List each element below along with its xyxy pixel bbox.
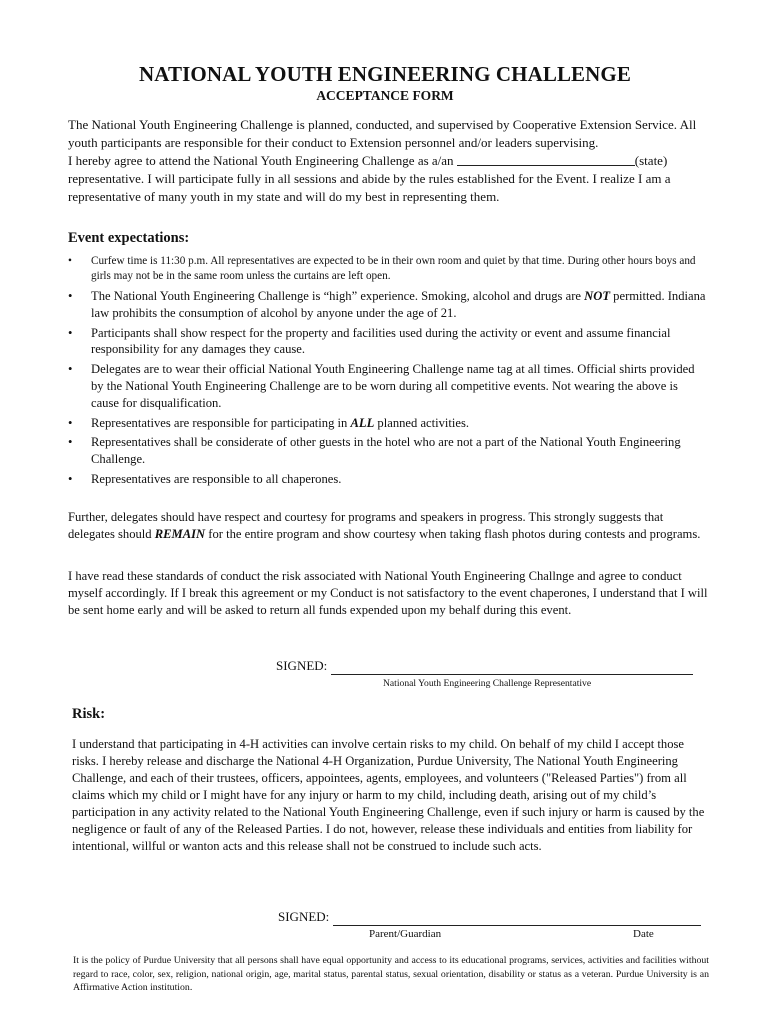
list-item-chaperones: [68, 471, 708, 488]
representative-signed-label: SIGNED:: [276, 658, 328, 673]
list-item-text: Delegates are to wear their official National Youth Engineering Challenge name tag at all times. Official shirts provided by the National Youth Engineering Challenge are to be worn during all competitive events. Not wearing the above is cause for disqualification.: [91, 362, 695, 410]
list-item-name-tag: [68, 361, 708, 411]
parent-guardian-caption: Parent/Guardian: [369, 928, 442, 940]
list-item-curfew: [68, 254, 708, 283]
equal-opportunity-footer: It is the policy of Purdue University that all persons shall have equal opportunity and access to its educational programs, services, activities and facilities without regard to race, color, sex, religion, national origin, age, marital status, parental status, sexual orientation, disability or status as a veteran. Purdue University is an Affirmative Action institution.: [73, 955, 709, 994]
list-item-text: Curfew time is 11:30 p.m. All representatives are expected to be in their own room and quiet by that time. During other hours boys and girls may not be in the same room unless the curtains are left open.: [91, 255, 696, 282]
list-item-text: Representatives are responsible to all chaperones.: [91, 471, 342, 486]
bullet-icon: •: [68, 362, 73, 377]
list-item-text: The National Youth Engineering Challenge is “high” experience. Smoking, alcohol and drugs are: [91, 289, 585, 303]
intro-line-2: [68, 152, 718, 170]
bullet-icon: •: [68, 325, 73, 340]
bullet-icon: •: [68, 289, 73, 303]
state-label: (state): [634, 153, 668, 168]
list-item-respect: [68, 325, 708, 359]
list-item-hotel-guests: [68, 434, 708, 468]
list-item-participation: [68, 415, 708, 432]
list-item-text: Representatives are responsible for participating in: [91, 415, 351, 430]
intro-line-3: representative. I will participate fully in all sessions and abide by the rules established for the Event. I realize I am a representative of many youth in my state and will do my best in representing them.: [68, 171, 671, 204]
parent-signature-line[interactable]: [333, 925, 701, 926]
intro-line-2-text: I hereby agree to attend the National Youth Engineering Challenge as a/an: [68, 153, 457, 168]
courtesy-paragraph: [68, 509, 711, 543]
intro-line-1: The National Youth Engineering Challenge is planned, conducted, and supervised by Cooperative Extension Service. All youth participants are responsible for their conduct to Extension personnel and/or leaders supervising.: [68, 117, 697, 150]
document-subtitle: ACCEPTANCE FORM: [316, 88, 454, 103]
bullet-icon: •: [68, 471, 73, 486]
date-caption: Date: [633, 928, 654, 940]
risk-heading: Risk:: [72, 706, 106, 722]
bullet-icon: •: [68, 415, 73, 430]
list-item-text: Participants shall show respect for the property and facilities used during the activity or event and assume financial responsibility for any damages they cause.: [91, 325, 671, 357]
courtesy-text: Further, delegates should have respect and courtesy for programs and speakers in progress. This strongly suggests that delegates should: [68, 510, 664, 542]
list-item-text: permitted. Indiana law prohibits the consumption of alcohol by anyone under the age of 21.: [91, 289, 706, 320]
bullet-icon: •: [68, 435, 73, 450]
event-expectations-list: [68, 254, 708, 491]
courtesy-text-end: for the entire program and show courtesy when taking flash photos during contests and programs.: [205, 527, 701, 542]
agreement-paragraph: I have read these standards of conduct the risk associated with National Youth Engineering Challnge and agree to conduct myself accordingly. If I break this agreement or my Conduct is not satisfactory to the event chaperones, I understand that I will be sent home early and will be asked to return all funds expended upon my behalf during this event.: [68, 569, 708, 618]
parent-signed-label: SIGNED:: [278, 909, 330, 924]
representative-signature-line[interactable]: [331, 674, 693, 675]
emphasis-all: ALL: [350, 415, 375, 430]
list-item-text: Representatives shall be considerate of other guests in the hotel who are not a part of the National Youth Engineering Challenge.: [91, 435, 681, 467]
emphasis-not: NOT: [584, 289, 611, 303]
document-title: NATIONAL YOUTH ENGINEERING CHALLENGE: [139, 62, 631, 86]
event-expectations-heading: Event expectations:: [68, 230, 190, 246]
list-item-substances: [68, 288, 708, 322]
list-item-text: planned activities.: [374, 415, 470, 430]
state-blank-field[interactable]: [457, 152, 635, 166]
representative-signature-caption: National Youth Engineering Challenge Representative: [383, 678, 592, 689]
bullet-icon: •: [68, 255, 72, 267]
emphasis-remain: REMAIN: [154, 527, 206, 542]
intro-paragraph: [68, 116, 718, 206]
risk-paragraph: I understand that participating in 4-H activities can involve certain risks to my child. On behalf of my child I accept those risks. I hereby release and discharge the National 4-H Organization, Purdue University, The National Youth Engineering Challenge, and each of their trustees, officers, appointees, agents, employees, and volunteers ("Released Parties") from all claims which my child or I might have for any injury or harm to my child, including death, arising out of my child’s participation in any activity related to the National Youth Engineering Challenge, even if such injury or harm is caused by the negligence or fault of any of the Released Parties. I do not, however, release these individuals and entities from liability for intentional, willful or wanton acts and this release shall not be construed to include such acts.: [72, 737, 705, 853]
